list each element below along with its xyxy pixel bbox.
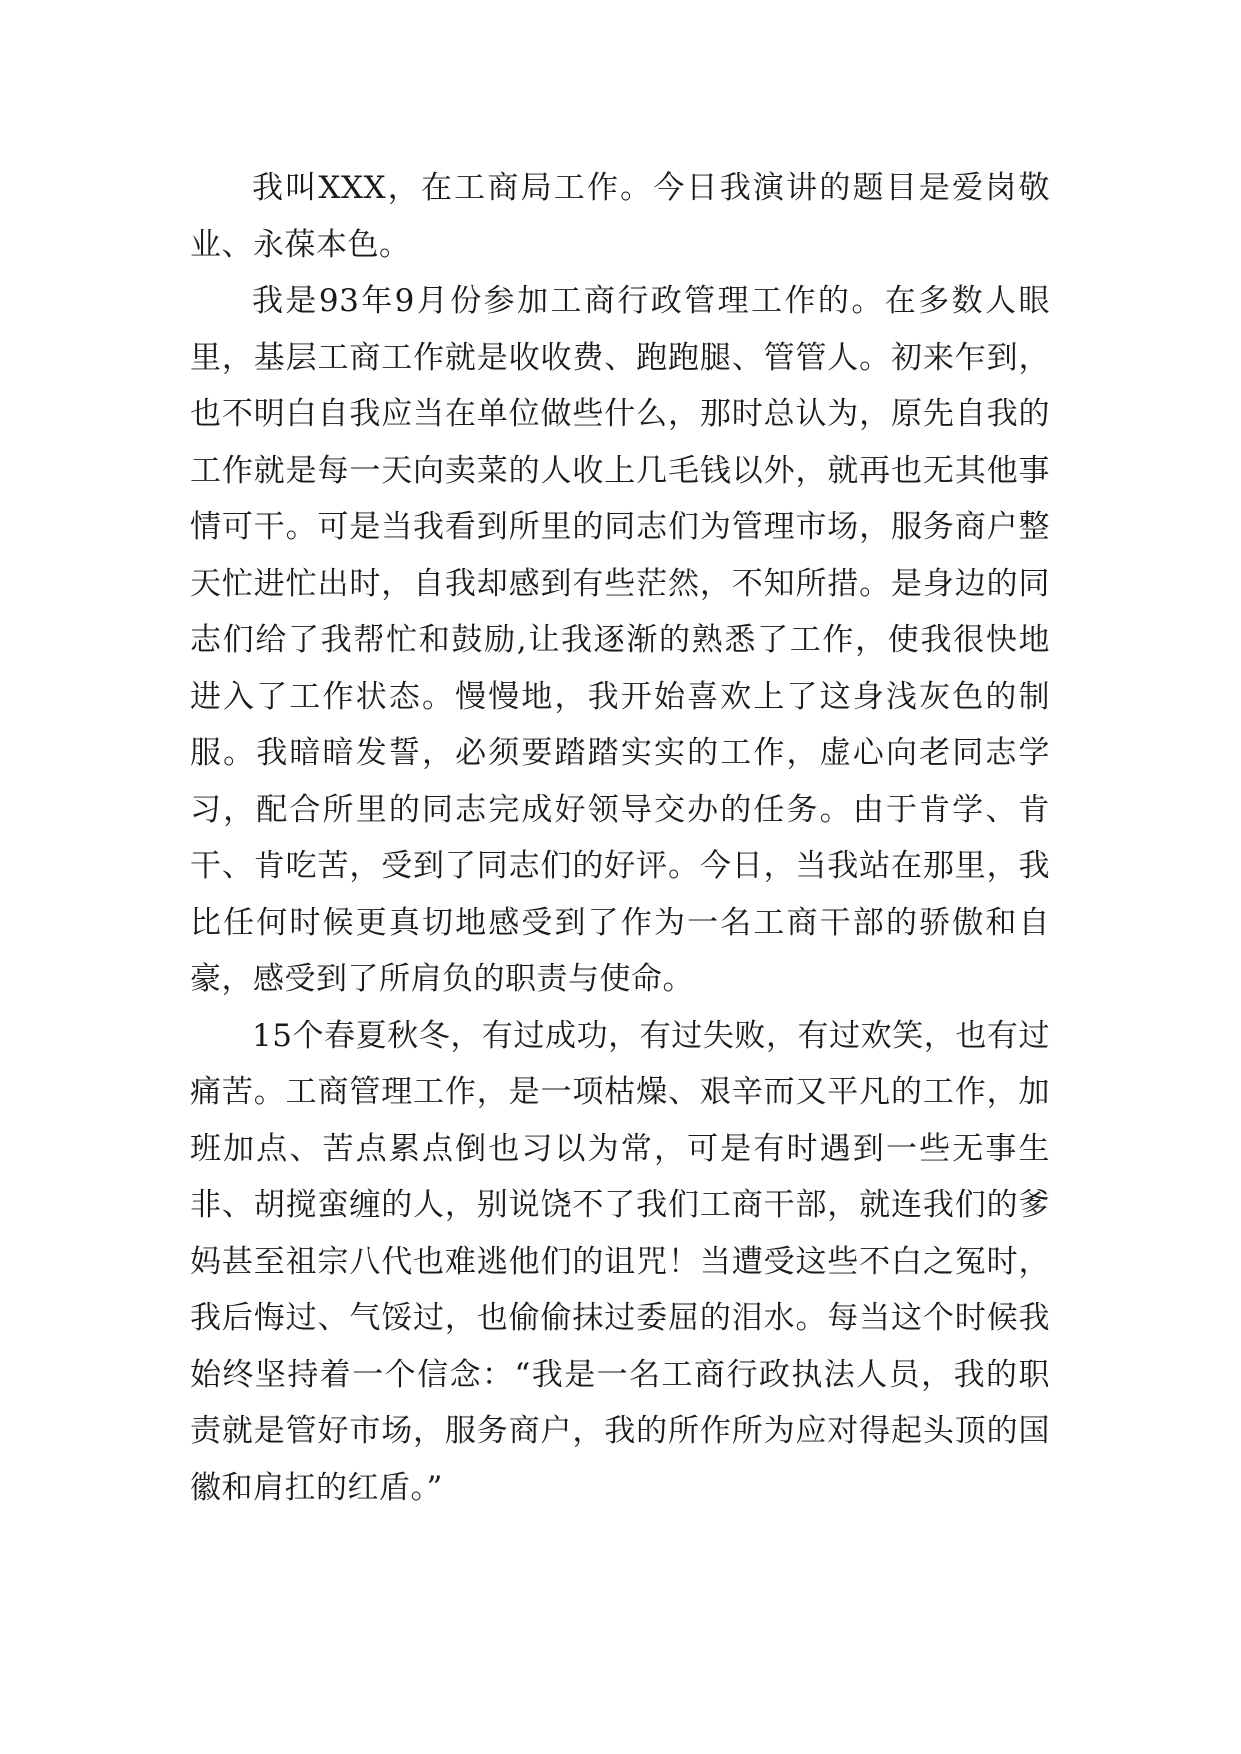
paragraph-work-history: 我是93年9月份参加工商行政管理工作的。在多数人眼里，基层工商工作就是收收费、跑跑腿、管管人。初来乍到，也不明白自我应当在单位做些什么，那时总认为，原先自我的工作就是每一天向卖菜的人收上几毛钱以外，就再也无其他事情可干。可是当我看到所里的同志们为管理市场，服务商户整天忙进忙出时，自我却感到有些茫然，不知所措。是身边的同志们给了我帮忙和鼓励,让我逐渐的熟悉了工作，使我很快地进入了工作状态。慢慢地，我开始喜欢上了这身浅灰色的制服。我暗暗发誓，必须要踏踏实实的工作，虚心向老同志学习，配合所里的同志完成好领导交办的任务。由于肯学、肯干、肯吃苦，受到了同志们的好评。今日，当我站在那里，我比任何时候更真切地感受到了作为一名工商干部的骄傲和自豪，感受到了所肩负的职责与使命。 (190, 283, 1050, 997)
paragraph-intro: 我叫XXX，在工商局工作。今日我演讲的题目是爱岗敬业、永葆本色。 (190, 170, 1050, 263)
document-body (190, 160, 1050, 1516)
paragraph-fifteen-years: 15个春夏秋冬，有过成功，有过失败，有过欢笑，也有过痛苦。工商管理工作，是一项枯燥、艰辛而又平凡的工作，加班加点、苦点累点倒也习以为常，可是有时遇到一些无事生非、胡搅蛮缠的人，别说饶不了我们工商干部，就连我们的爹妈甚至祖宗八代也难逃他们的诅咒！当遭受这些不白之冤时，我后悔过、气馁过，也偷偷抹过委屈的泪水。每当这个时候我始终坚持着一个信念：“我是一名工商行政执法人员，我的职责就是管好市场，服务商户，我的所作所为应对得起头顶的国徽和肩扛的红盾。” (190, 1017, 1050, 1506)
